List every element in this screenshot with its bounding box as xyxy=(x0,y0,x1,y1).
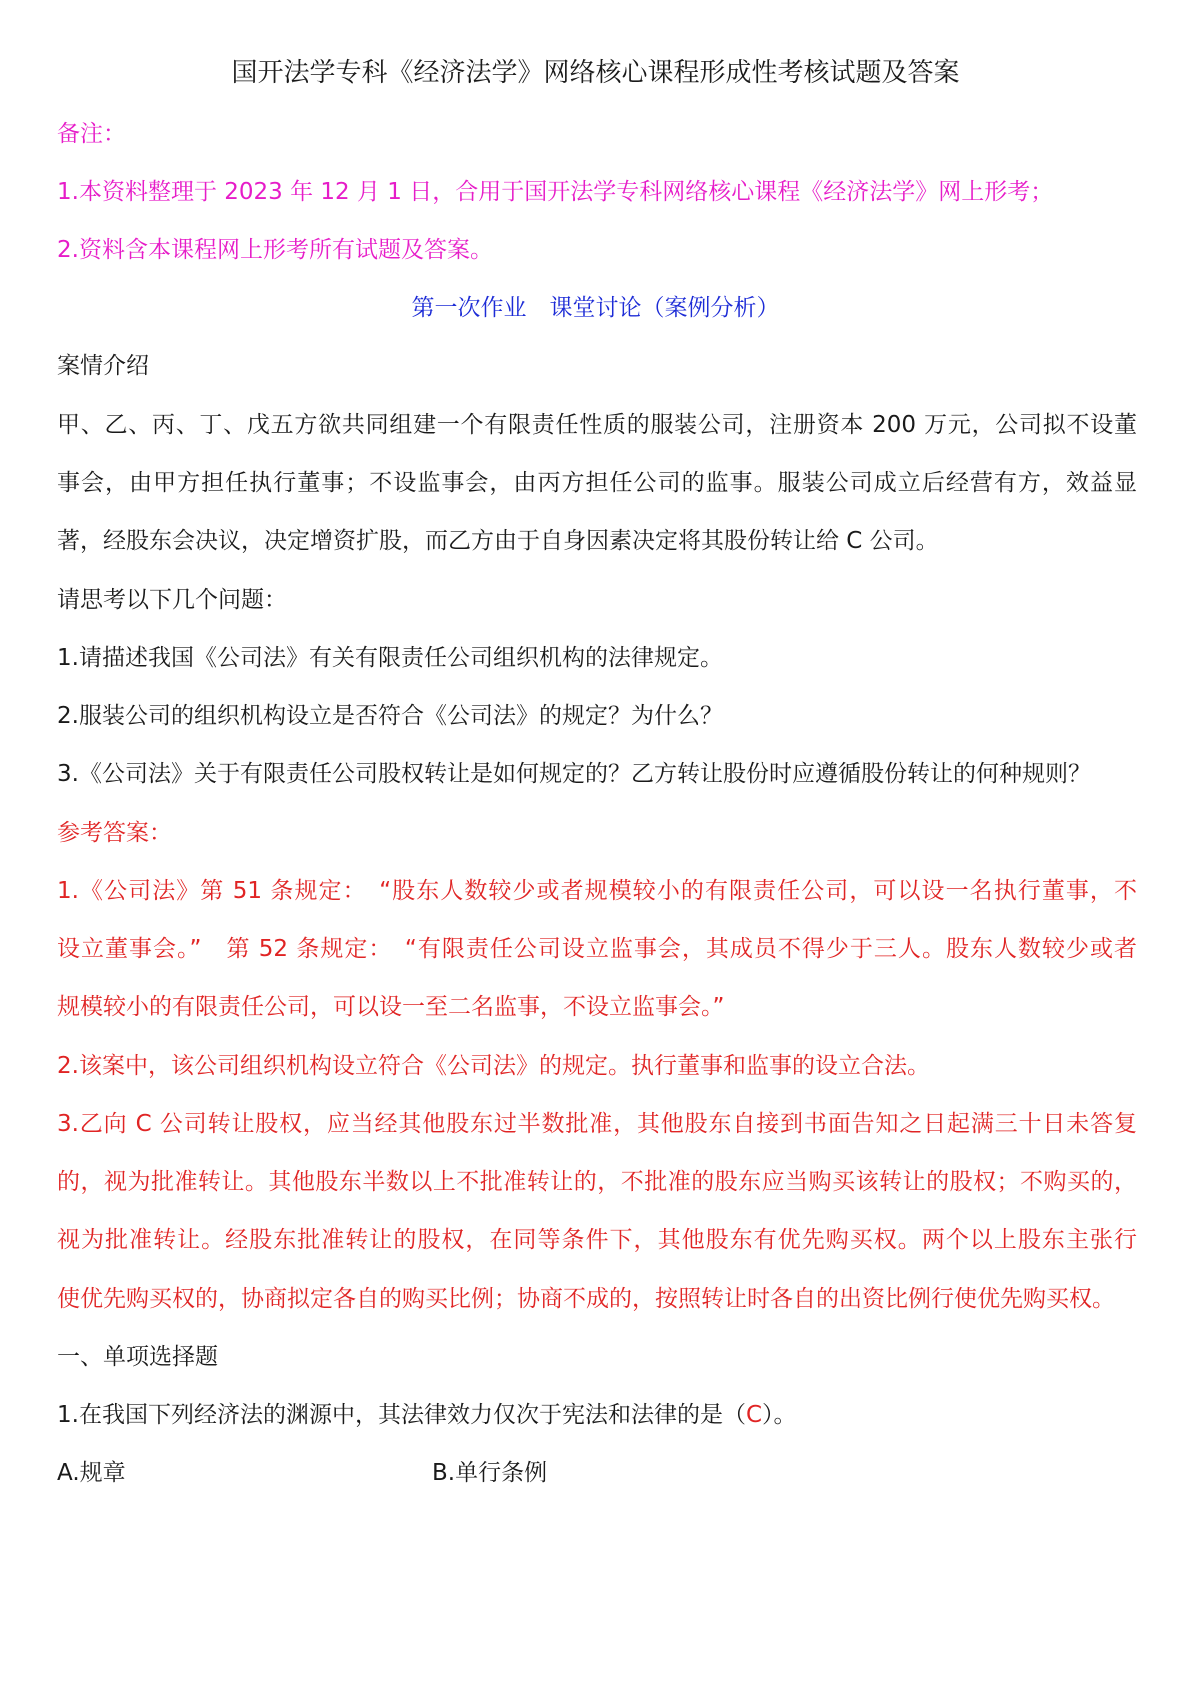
answer-3-line-4: 使优先购买权的，协商拟定各自的购买比例；协商不成的，按照转让时各自的出资比例行使优先购买权。 xyxy=(57,1286,1115,1312)
assignment-title: 第一次作业 课堂讨论（案例分析） xyxy=(411,295,780,321)
case-heading: 案情介绍 xyxy=(57,353,149,379)
mcq-question-1 xyxy=(57,1399,1137,1431)
answers-heading: 参考答案： xyxy=(57,820,172,846)
mcq-question-1-answer: C xyxy=(745,1402,763,1428)
mcq-option-b: B.单行条例 xyxy=(432,1460,548,1486)
question-1: 1.请描述我国《公司法》有关有限责任公司组织机构的法律规定。 xyxy=(57,645,723,671)
document-title: 国开法学专科《经济法学》网络核心课程形成性考核试题及答案 xyxy=(231,58,960,88)
case-line-3: 著，经股东会决议，决定增资扩股，而乙方由于自身因素决定将其股份转让给 C 公司。 xyxy=(57,528,939,554)
question-3: 3.《公司法》关于有限责任公司股权转让是如何规定的？乙方转让股份时应遵循股份转让的何种规则？ xyxy=(57,761,1091,787)
note-line-1: 1.本资料整理于 2023 年 12 月 1 日，合用于国开法学专科网络核心课程《经济法学》网上形考； xyxy=(57,179,1054,205)
answer-1-line-1: 1.《公司法》第 51 条规定： “股东人数较少或者规模较小的有限责任公司，可以设一名执行董事，不 xyxy=(57,878,1137,904)
notes-heading: 备注： xyxy=(57,121,126,147)
answer-3-line-1: 3.乙向 C 公司转让股权，应当经其他股东过半数批准，其他股东自接到书面告知之日起满三十日未答复 xyxy=(57,1111,1137,1137)
note-line-2: 2.资料含本课程网上形考所有试题及答案。 xyxy=(57,237,493,263)
mcq-option-a: A.规章 xyxy=(57,1460,126,1486)
answer-2: 2.该案中，该公司组织机构设立符合《公司法》的规定。执行董事和监事的设立合法。 xyxy=(57,1053,930,1079)
question-2: 2.服装公司的组织机构设立是否符合《公司法》的规定？为什么？ xyxy=(57,703,723,729)
case-line-2: 事会，由甲方担任执行董事；不设监事会，由丙方担任公司的监事。服装公司成立后经营有方，效益显 xyxy=(57,470,1137,496)
answer-3-line-2: 的，视为批准转让。其他股东半数以上不批准转让的，不批准的股东应当购买该转让的股权；不购买的， xyxy=(57,1169,1137,1195)
answer-1-line-2: 设立董事会。” 第 52 条规定： “有限责任公司设立监事会，其成员不得少于三人。股东人数较少或者 xyxy=(57,936,1137,962)
case-line-1: 甲、乙、丙、丁、戊五方欲共同组建一个有限责任性质的服装公司，注册资本 200 万元，公司拟不设董 xyxy=(57,412,1137,438)
answer-3-line-3: 视为批准转让。经股东批准转让的股权，在同等条件下，其他股东有优先购买权。两个以上股东主张行 xyxy=(57,1227,1137,1253)
mcq-question-1-prefix: 1.在我国下列经济法的渊源中，其法律效力仅次于宪法和法律的是（ xyxy=(57,1402,746,1428)
questions-heading: 请思考以下几个问题： xyxy=(57,587,287,613)
mcq-question-1-suffix: ）。 xyxy=(762,1402,797,1428)
mcq-heading: 一、单项选择题 xyxy=(57,1344,218,1370)
answer-1-line-3: 规模较小的有限责任公司，可以设一至二名监事，不设立监事会。” xyxy=(57,994,725,1020)
